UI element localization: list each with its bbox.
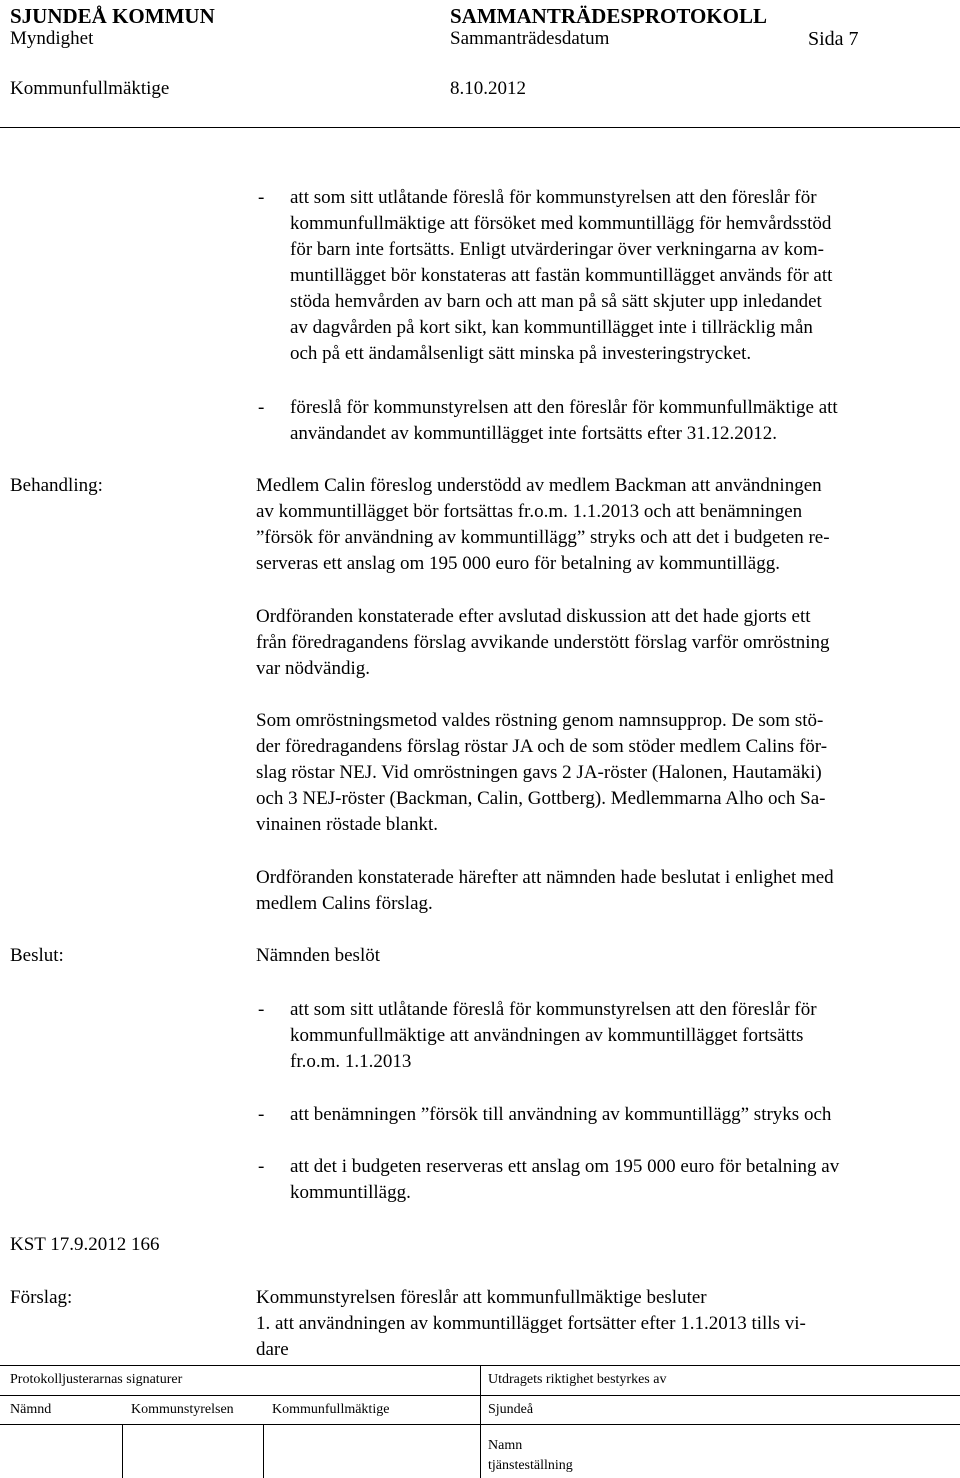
- footer-col-divider: [122, 1424, 123, 1478]
- header-rule: [0, 127, 960, 128]
- text-line: användandet av kommuntillägget inte fortsätts efter 31.12.2012.: [290, 423, 778, 444]
- text-line: att det i budgeten reserveras ett anslag om 195 000 euro för betalning av: [290, 1156, 840, 1177]
- beslut-label: Beslut:: [10, 945, 64, 966]
- text-line: att benämningen ”försök till användning av kommuntillägg” stryks och: [290, 1104, 832, 1125]
- text-line: medlem Calins förslag.: [256, 893, 433, 914]
- footer-name-label: Namn: [488, 1438, 523, 1453]
- page-number: Sida 7: [808, 28, 859, 50]
- dash-marker: -: [258, 1156, 265, 1177]
- dash-marker: -: [258, 1104, 265, 1125]
- footer-place: Sjundeå: [488, 1402, 534, 1417]
- text-line: att som sitt utlåtande föreslå för kommunstyrelsen att den föreslår för: [290, 999, 817, 1020]
- certified-label: Utdragets riktighet bestyrkes av: [488, 1372, 667, 1387]
- text-line: ”försök för användning av kommuntillägg” stryks och att det i budgeten re-: [256, 527, 830, 548]
- footer-divider: [480, 1365, 481, 1478]
- footer-mid-rule: [0, 1395, 960, 1396]
- footer-sign-rule: [0, 1424, 960, 1425]
- text-line: slag röstar NEJ. Vid omröstningen gavs 2 JA-röster (Halonen, Hautamäki): [256, 762, 822, 783]
- text-line: dare: [256, 1339, 289, 1360]
- text-line: föreslå för kommunstyrelsen att den föreslår för kommunfullmäktige att: [290, 397, 838, 418]
- text-line: kommunfullmäktige att försöket med kommuntillägg för hemvårdsstöd: [290, 213, 832, 234]
- date-label: Sammanträdesdatum: [450, 28, 610, 49]
- footer-col-kommunfullmaktige: Kommunfullmäktige: [272, 1402, 390, 1417]
- footer-col-namnd: Nämnd: [10, 1402, 52, 1417]
- meeting-date: 8.10.2012: [450, 78, 526, 99]
- authority-name: Kommunfullmäktige: [10, 78, 170, 99]
- signatures-label: Protokolljusterarnas signaturer: [10, 1372, 183, 1387]
- text-line: Ordföranden konstaterade härefter att nämnden hade beslutat i enlighet med: [256, 867, 834, 888]
- text-line: av kommuntillägget bör fortsättas fr.o.m. 1.1.2013 och att benämningen: [256, 501, 803, 522]
- dash-marker: -: [258, 397, 265, 418]
- text-line: från föredragandens förslag avvikande understött förslag varför omröstning: [256, 632, 830, 653]
- text-line: Kommunstyrelsen föreslår att kommunfullmäktige besluter: [256, 1287, 707, 1308]
- footer-col-divider: [263, 1424, 264, 1478]
- text-line: stöda hemvården av barn och att man på så sätt skjuter upp inledandet: [290, 291, 822, 312]
- behandling-label: Behandling:: [10, 475, 103, 496]
- text-line: och på ett ändamålsenligt sätt minska på investeringstrycket.: [290, 343, 752, 364]
- text-line: muntillägget bör konstateras att fastän kommuntillägget används för att: [290, 265, 833, 286]
- text-line: der föredragandens förslag röstar JA och de som stöder medlem Calins för-: [256, 736, 828, 757]
- forslag-label: Förslag:: [10, 1287, 73, 1308]
- text-line: för barn inte fortsätts. Enligt utvärderingar över verkningarna av kom-: [290, 239, 824, 260]
- text-line: fr.o.m. 1.1.2013: [290, 1051, 412, 1072]
- text-line: Som omröstningsmetod valdes röstning genom namnsupprop. De som stö-: [256, 710, 824, 731]
- text-line: var nödvändig.: [256, 658, 370, 679]
- footer-col-kommunstyrelsen: Kommunstyrelsen: [131, 1402, 234, 1417]
- document-type: SAMMANTRÄDESPROTOKOLL: [450, 4, 767, 28]
- dash-marker: -: [258, 999, 265, 1020]
- text-line: 1. att användningen av kommuntillägget fortsätter efter 1.1.2013 tills vi-: [256, 1313, 806, 1334]
- text-line: och 3 NEJ-röster (Backman, Calin, Gottberg). Medlemmarna Alho och Sa-: [256, 788, 826, 809]
- dash-marker: -: [258, 187, 265, 208]
- text-line: Medlem Calin föreslog understödd av medlem Backman att användningen: [256, 475, 822, 496]
- text-line: vinainen röstade blankt.: [256, 814, 439, 835]
- text-line: Ordföranden konstaterade efter avslutad diskussion att det hade gjorts ett: [256, 606, 811, 627]
- org-name: SJUNDEÅ KOMMUN: [10, 4, 215, 28]
- authority-label: Myndighet: [10, 28, 94, 49]
- text-line: Nämnden beslöt: [256, 945, 381, 966]
- text-line: att som sitt utlåtande föreslå för kommunstyrelsen att den föreslår för: [290, 187, 817, 208]
- footer-position-label: tjänsteställning: [488, 1458, 573, 1473]
- text-line: av dagvården på kort sikt, kan kommuntillägget inte i tillräcklig mån: [290, 317, 813, 338]
- text-line: kommunfullmäktige att användningen av kommuntillägget fortsätts: [290, 1025, 804, 1046]
- kst-reference: KST 17.9.2012 166: [10, 1234, 160, 1255]
- text-line: kommuntillägg.: [290, 1182, 411, 1203]
- text-line: serveras ett anslag om 195 000 euro för betalning av kommuntillägg.: [256, 553, 780, 574]
